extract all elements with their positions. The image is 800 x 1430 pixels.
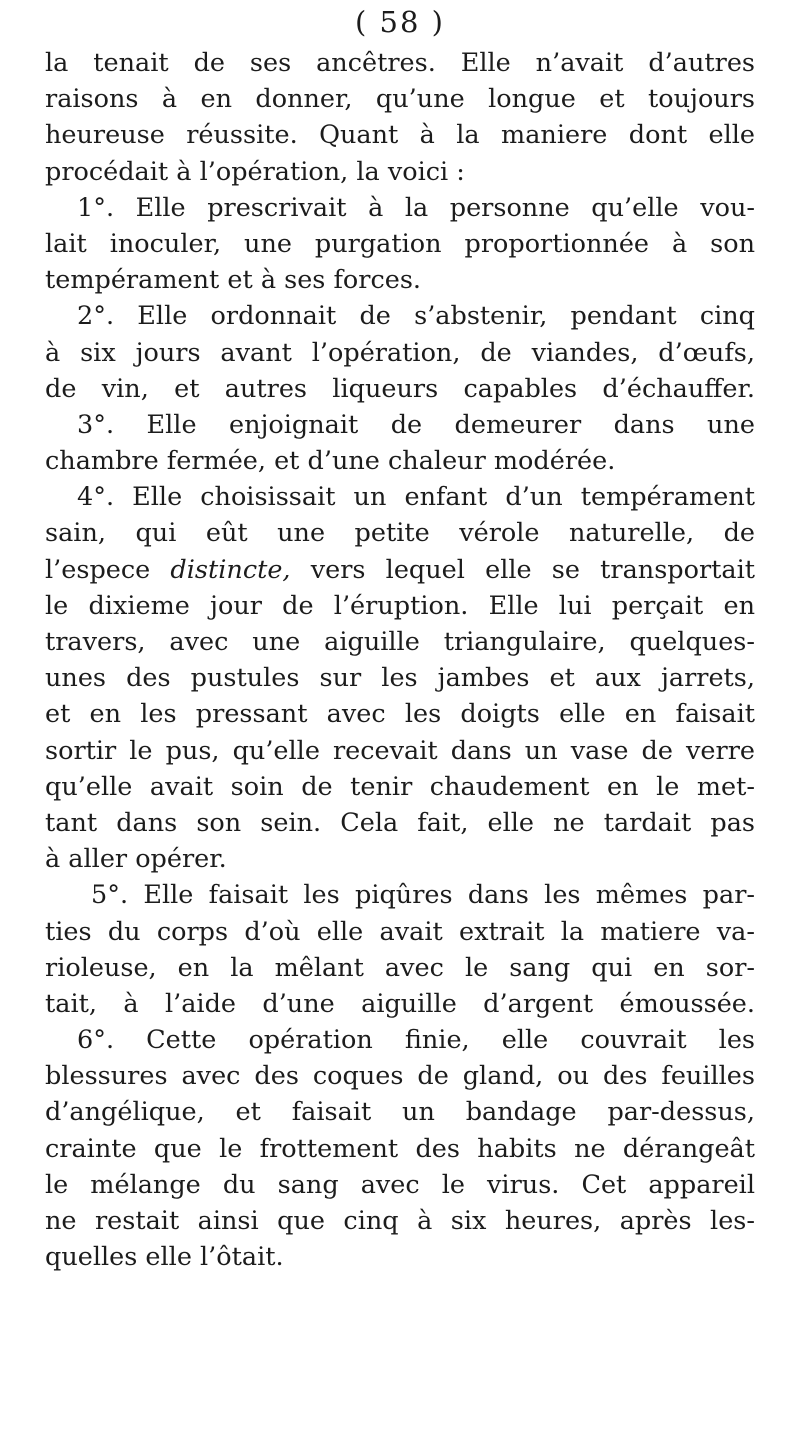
text-line: unes des pustules sur les jambes et aux jarrets,: [45, 663, 755, 694]
text-line: la tenait de ses ancêtres. Elle n’avait d’autres: [45, 48, 755, 78]
text-line: 3°. Elle enjoignait de demeurer dans une: [77, 409, 755, 440]
text-line: et en les pressant avec les doigts elle en faisait: [45, 699, 755, 730]
text-segment: vers lequel elle se transportait: [310, 554, 755, 585]
text-line: tempérament et à ses forces.: [45, 265, 422, 296]
text-line: [45, 552, 755, 588]
text-line: d’angélique, et faisait un bandage par-dessus,: [45, 1097, 755, 1128]
text-line: tait, à l’aide d’une aiguille d’argent émoussée.: [45, 988, 755, 1019]
text-line: 5°. Elle faisait les piqûres dans les mêmes par-: [91, 880, 755, 911]
text-line: procédait à l’opération, la voici :: [45, 156, 465, 187]
text-line: tant dans son sein. Cela fait, elle ne tardait pas: [45, 807, 755, 838]
text-line: ties du corps d’où elle avait extrait la matiere va-: [45, 916, 755, 947]
text-line: rioleuse, en la mêlant avec le sang qui en sor-: [45, 952, 755, 983]
text-line: raisons à en donner, qu’une longue et toujours: [45, 84, 755, 115]
text-line: travers, avec une aiguille triangulaire, quelques-: [45, 627, 755, 657]
text-line: blessures avec des coques de gland, ou des feuilles: [45, 1061, 755, 1092]
text-line: heureuse réussite. Quant à la maniere dont elle: [45, 120, 755, 151]
text-line: lait inoculer, une purgation proportionnée à son: [45, 228, 755, 259]
text-line: sain, qui eût une petite vérole naturelle, de: [45, 518, 755, 549]
text-line: quelles elle l’ôtait.: [45, 1242, 284, 1273]
text-line: 4°. Elle choisissait un enfant d’un tempérament: [77, 482, 755, 513]
text-line: le mélange du sang avec le virus. Cet appareil: [45, 1169, 755, 1200]
text-segment: l’espece: [45, 554, 151, 585]
text-line: 2°. Elle ordonnait de s’abstenir, pendant cinq: [77, 301, 755, 332]
text-line: le dixieme jour de l’éruption. Elle lui perçait en: [45, 590, 755, 621]
page-number: ( 58 ): [355, 5, 445, 39]
italic-term: distincte,: [170, 554, 291, 585]
text-line: crainte que le frottement des habits ne dérangeât: [45, 1133, 755, 1164]
body-text: [45, 45, 755, 1275]
text-line: de vin, et autres liqueurs capables d’échauffer.: [45, 373, 755, 404]
text-line: qu’elle avait soin de tenir chaudement en le met-: [45, 771, 755, 802]
text-line: 6°. Cette opération finie, elle couvrait les: [77, 1025, 755, 1056]
text-line: chambre fermée, et d’une chaleur modérée.: [45, 446, 616, 477]
text-line: à aller opérer.: [45, 844, 227, 875]
text-line: ne restait ainsi que cinq à six heures, après les-: [45, 1206, 755, 1236]
text-line: 1°. Elle prescrivait à la personne qu’elle vou-: [77, 192, 755, 223]
text-line: sortir le pus, qu’elle recevait dans un vase de verre: [45, 735, 755, 766]
text-line: à six jours avant l’opération, de viandes, d’œufs,: [45, 337, 755, 368]
